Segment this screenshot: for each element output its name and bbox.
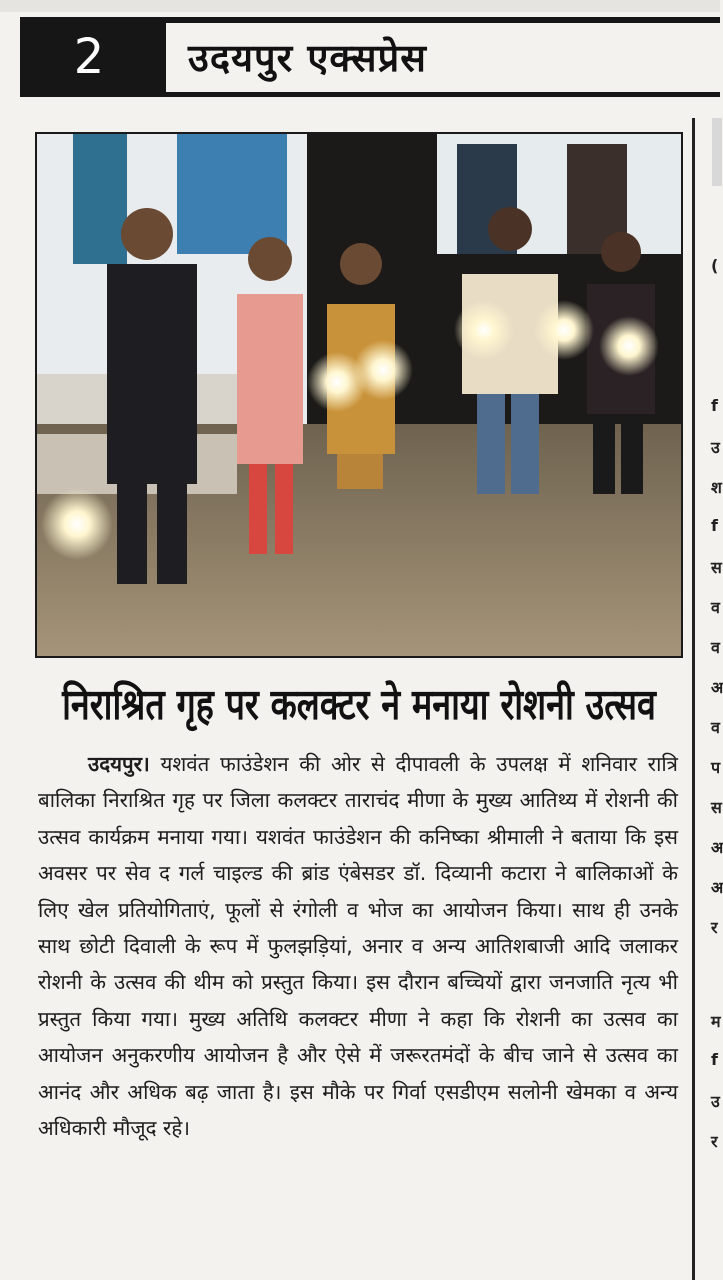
masthead-top-rule bbox=[166, 17, 720, 23]
column-rule bbox=[692, 118, 695, 1280]
adjacent-column-fragment: स bbox=[711, 798, 722, 817]
adjacent-column-fragment: अ bbox=[711, 678, 723, 697]
adjacent-column-fragment: व bbox=[711, 718, 720, 737]
article-headline: निराश्रित गृह पर कलक्टर ने मनाया रोशनी उत्सव bbox=[62, 680, 656, 731]
adjacent-column-box bbox=[712, 118, 722, 186]
adjacent-column-fragment: व bbox=[711, 638, 720, 657]
adjacent-column-fragment: व bbox=[711, 598, 720, 617]
top-strip bbox=[0, 0, 720, 12]
adjacent-column-fragment: अ bbox=[711, 838, 723, 857]
masthead bbox=[20, 17, 720, 97]
page-number: 2 bbox=[20, 17, 166, 97]
adjacent-column-fragment: f bbox=[711, 516, 718, 535]
news-photo bbox=[35, 132, 683, 658]
article-body-text: यशवंत फाउंडेशन की ओर से दीपावली के उपलक्ष में शनिवार रात्रि बालिका निराश्रित गृह पर जिला कलक्टर ताराचंद मीणा के मुख्य आतिथ्य में रोशनी की उत्सव कार्यक्रम मनाया गया। यशवंत फाउंडेशन की कनिष्का श्रीमाली ने बताया कि इस अवसर पर सेव द गर्ल चाइल्ड की ब्रांड एंबेसडर डॉ. दिव्यानी कटारा ने बालिकाओं के लिए खेल प्रतियोगिताएं, फूलों से रंगोली व भोज का आयोजन किया। साथ ही उनके साथ छोटी दिवाली के रूप में फुलझड़ियां, अनार व अन्य आतिशबाजी आदि जलाकर रोशनी के उत्सव की थीम को प्रस्तुत किया। इस दौरान बच्चियों द्वारा जनजाति नृत्य भी प्रस्तुत किया गया। मुख्य अतिथि कलक्टर मीणा ने कहा कि रोशनी का उत्सव का आयोजन अनुकरणीय आयोजन है और ऐसे में जरूरतमंदों के बीच जाने से उत्सव का आनंद और अधिक बढ़ जाता है। इस मौके पर गिर्वा एसडीएम सलोनी खेमका व अन्य अधिकारी मौजूद रहे। bbox=[38, 752, 678, 1141]
adjacent-column-fragment: उ bbox=[711, 438, 720, 457]
adjacent-column-fragment: म bbox=[711, 1012, 721, 1031]
adjacent-column-fragment: अ bbox=[711, 878, 723, 897]
adjacent-column-fragment: र bbox=[711, 1132, 718, 1151]
article-body bbox=[38, 746, 678, 1146]
photo-diwali-celebration-icon bbox=[37, 134, 681, 656]
adjacent-column-fragment: प bbox=[711, 758, 721, 777]
adjacent-column-fragment: उ bbox=[711, 1092, 720, 1111]
adjacent-column-edge bbox=[697, 118, 723, 1280]
newspaper-name: उदयपुर एक्सप्रेस bbox=[188, 36, 427, 80]
adjacent-column-fragment: र bbox=[711, 918, 718, 937]
adjacent-column-fragment: f bbox=[711, 1050, 718, 1069]
masthead-bottom-rule bbox=[166, 92, 720, 97]
article-dateline: उदयपुर। bbox=[88, 752, 150, 776]
adjacent-column-fragment: f bbox=[711, 396, 718, 415]
adjacent-column-fragment: ( bbox=[711, 256, 719, 275]
adjacent-column-fragment: स bbox=[711, 558, 722, 577]
adjacent-column-fragment: श bbox=[711, 478, 722, 497]
